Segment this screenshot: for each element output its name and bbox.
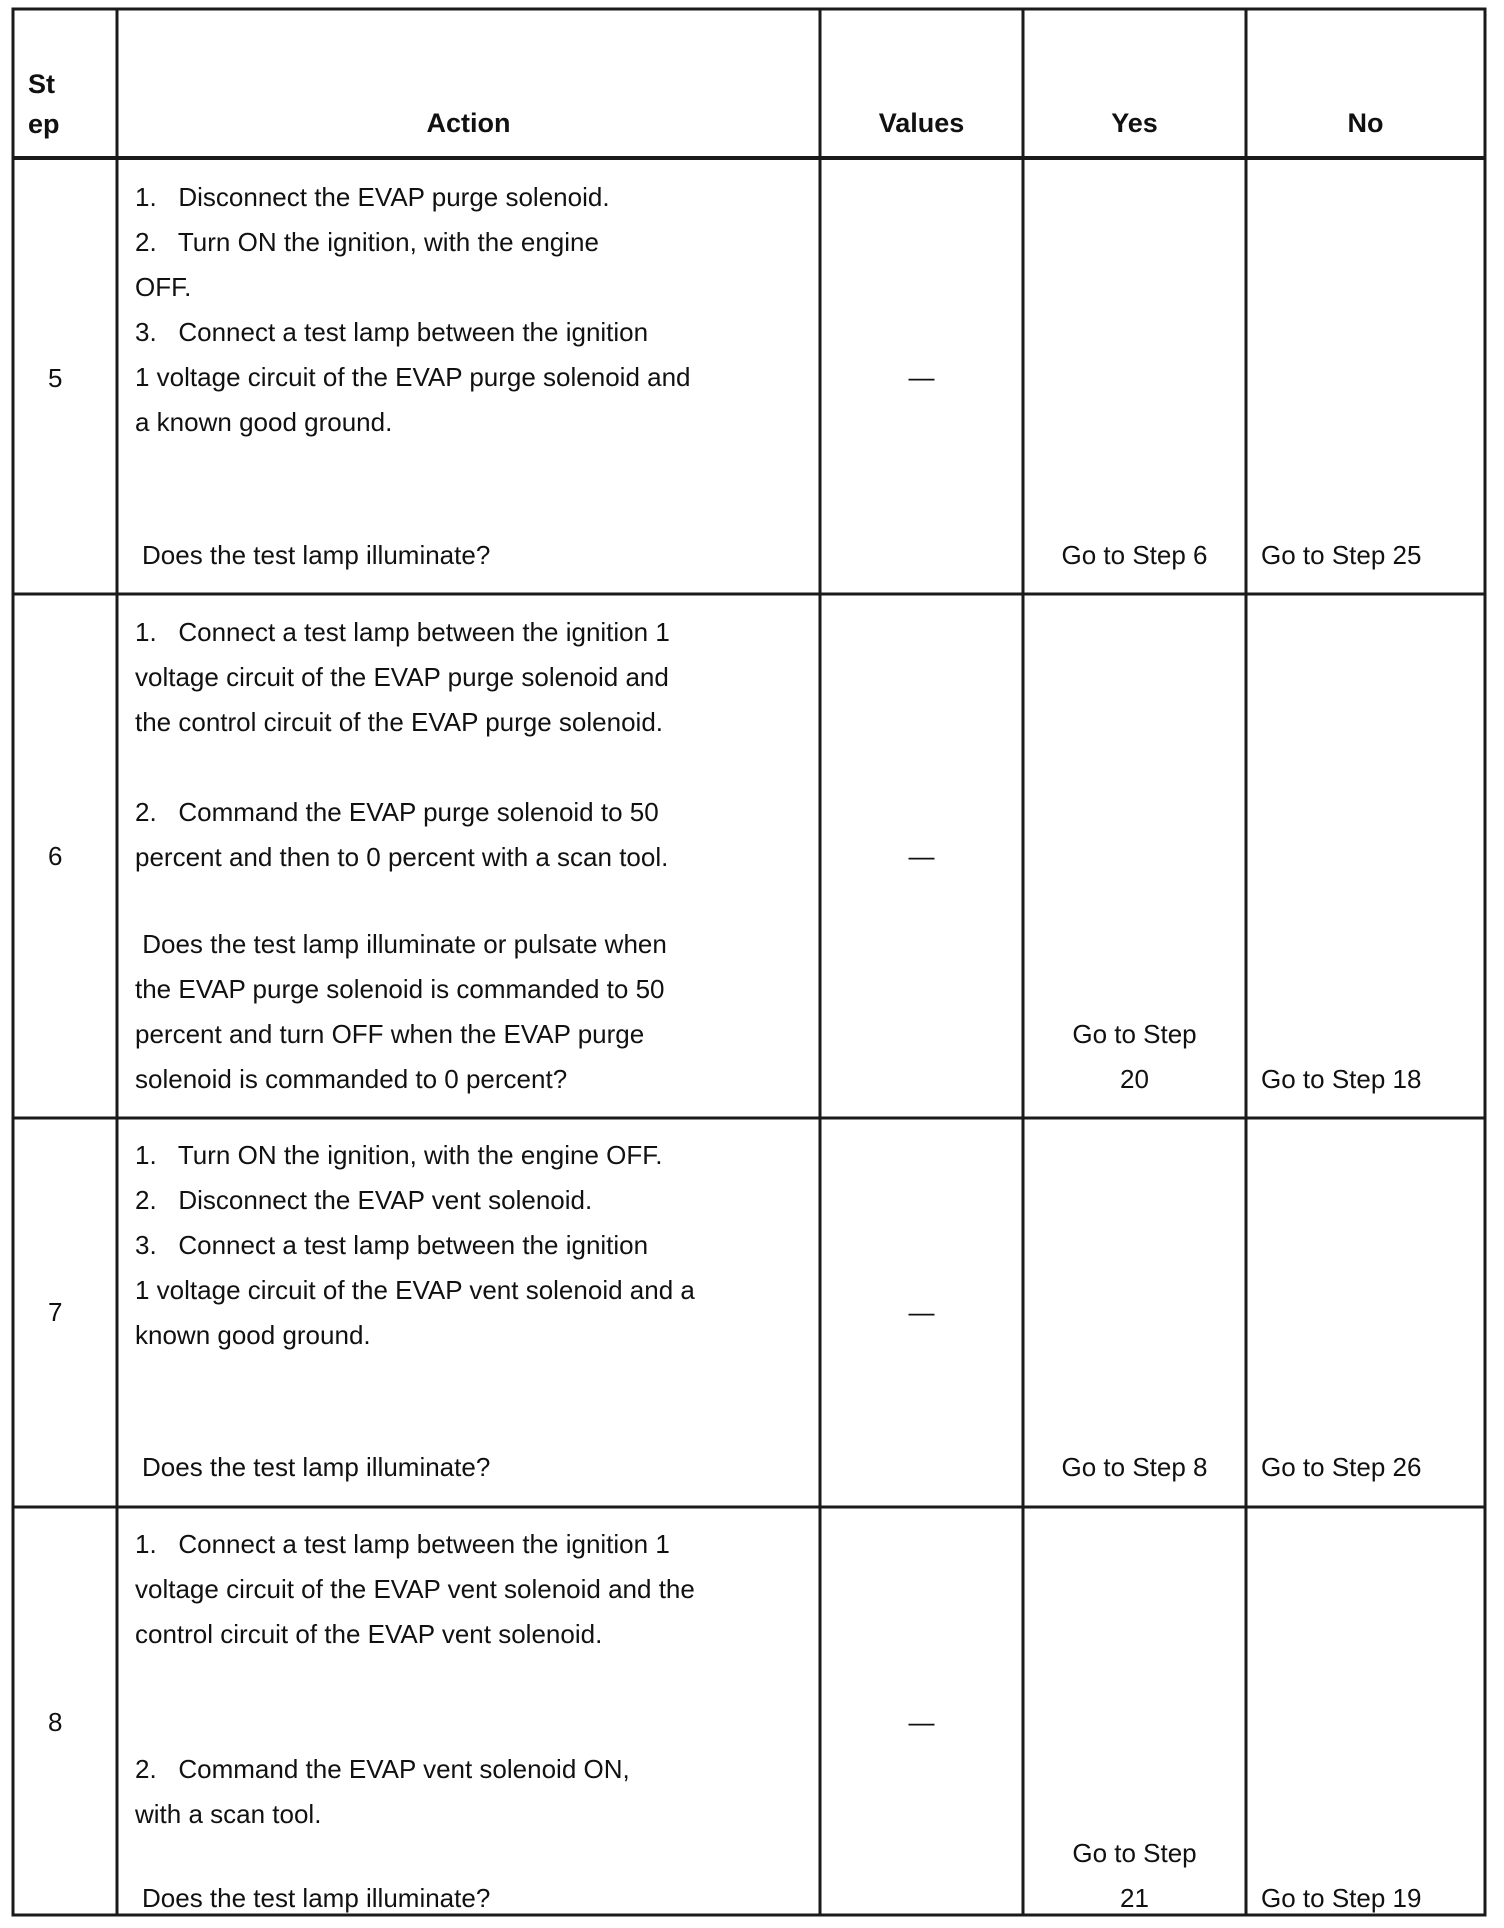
action-line: 1. Disconnect the EVAP purge solenoid. <box>135 182 610 212</box>
step-number: 6 <box>48 841 63 871</box>
action-line: 1. Connect a test lamp between the ignition 1 <box>135 1529 670 1559</box>
action-line: 2. Command the EVAP purge solenoid to 50 <box>135 797 659 827</box>
value-cell: — <box>908 841 935 871</box>
action-line: voltage circuit of the EVAP vent solenoid and the <box>135 1574 695 1604</box>
action-line: OFF. <box>135 272 192 302</box>
no-cell: Go to Step 25 <box>1261 540 1422 570</box>
action-line: percent and then to 0 percent with a scan tool. <box>135 842 669 872</box>
action-line: with a scan tool. <box>135 1799 322 1829</box>
yes-cell: Go to Step 6 <box>1061 540 1208 570</box>
header-no: No <box>1347 108 1384 138</box>
action-line: known good ground. <box>135 1320 371 1350</box>
action-line: 1 voltage circuit of the EVAP vent solenoid and a <box>135 1275 695 1305</box>
action-question: solenoid is commanded to 0 percent? <box>135 1064 568 1094</box>
action-line: the control circuit of the EVAP purge solenoid. <box>135 707 664 737</box>
value-cell: — <box>908 1707 935 1737</box>
action-question: Does the test lamp illuminate? <box>142 1452 491 1482</box>
action-line: 2. Turn ON the ignition, with the engine <box>135 227 599 257</box>
step-number: 7 <box>48 1297 63 1327</box>
action-line: 2. Command the EVAP vent solenoid ON, <box>135 1754 630 1784</box>
action-line: 1. Turn ON the ignition, with the engine OFF. <box>135 1140 663 1170</box>
header-values: Values <box>878 108 965 138</box>
action-line: a known good ground. <box>135 407 393 437</box>
value-cell: — <box>908 1297 935 1327</box>
yes-cell: Go to Step 8 <box>1061 1452 1208 1482</box>
header-yes: Yes <box>1111 108 1158 138</box>
header-action: Action <box>426 108 511 138</box>
yes-cell: 20 <box>1120 1064 1149 1094</box>
action-line: voltage circuit of the EVAP purge solenoid and <box>135 662 669 692</box>
no-cell: Go to Step 19 <box>1261 1883 1422 1913</box>
action-line: 2. Disconnect the EVAP vent solenoid. <box>135 1185 593 1215</box>
action-line: 1 voltage circuit of the EVAP purge solenoid and <box>135 362 691 392</box>
yes-cell: 21 <box>1120 1883 1149 1913</box>
step-number: 5 <box>48 363 63 393</box>
value-cell: — <box>908 362 935 392</box>
action-question: percent and turn OFF when the EVAP purge <box>135 1019 645 1049</box>
header-step-line-2: ep <box>28 109 60 139</box>
action-line: 1. Connect a test lamp between the ignition 1 <box>135 617 670 647</box>
action-question: the EVAP purge solenoid is commanded to 50 <box>135 974 665 1004</box>
action-question: Does the test lamp illuminate? <box>142 540 491 570</box>
action-line: control circuit of the EVAP vent solenoid. <box>135 1619 603 1649</box>
action-line: 3. Connect a test lamp between the ignition <box>135 317 649 347</box>
header-step-line-1: St <box>28 69 55 99</box>
action-line: 3. Connect a test lamp between the ignition <box>135 1230 649 1260</box>
header-step <box>28 64 60 144</box>
yes-cell: Go to Step <box>1072 1838 1197 1868</box>
no-cell: Go to Step 26 <box>1261 1452 1422 1482</box>
action-question: Does the test lamp illuminate or pulsate when <box>135 929 667 959</box>
action-question: Does the test lamp illuminate? <box>142 1883 491 1913</box>
step-number: 8 <box>48 1707 63 1737</box>
no-cell: Go to Step 18 <box>1261 1064 1422 1094</box>
yes-cell: Go to Step <box>1072 1019 1197 1049</box>
